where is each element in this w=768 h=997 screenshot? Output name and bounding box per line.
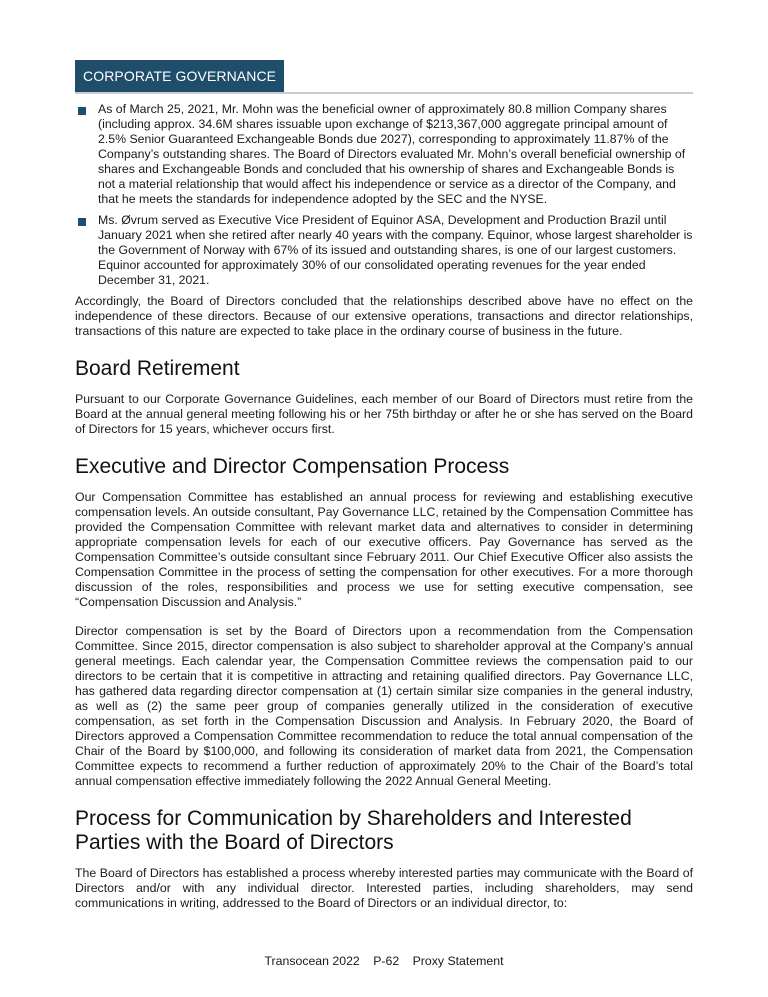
section-header xyxy=(75,60,693,94)
header-rule xyxy=(75,92,693,94)
page-body xyxy=(75,60,693,911)
footer-document-type: Proxy Statement xyxy=(412,954,504,968)
heading-communication-process: Process for Communication by Shareholders and Interested Parties with the Board of Directors xyxy=(75,807,632,854)
bullet-list xyxy=(75,102,693,288)
list-item xyxy=(75,213,693,288)
communication-paragraph: The Board of Directors has established a process whereby interested parties may communicate with the Board of Directors and/or with any individual director. Interested parties, including shareholders, may send communications in writing, addressed to the Board of Directors or an individual director, to: xyxy=(75,866,693,910)
conclusion-paragraph: Accordingly, the Board of Directors concluded that the relationships described above have no effect on the independence of these directors. Because of our extensive operations, transactions and director relationships, transactions of this nature are expected to take place in the ordinary course of business in the future. xyxy=(75,294,693,338)
heading-compensation-process: Executive and Director Compensation Process xyxy=(75,455,510,478)
footer-company-year: Transocean 2022 xyxy=(264,954,360,968)
square-bullet-icon xyxy=(78,218,86,226)
list-item xyxy=(75,102,693,207)
section-tag: CORPORATE GOVERNANCE xyxy=(75,60,284,92)
compensation-paragraph-2: Director compensation is set by the Board of Directors upon a recommendation from the Compensation Committee. Since 2015, director compensation is also subject to shareholder approval at the Company’s annual general meetings. Each calendar year, the Compensation Committee reviews the compensation paid to our directors to be certain that it is competitive in attracting and retaining qualified directors. Pay Governance LLC, has gathered data regarding director compensation at (1) certain similar size companies in the general industry, as well as (2) the same peer group of companies generally utilized in the consideration of executive compensation, as set forth in the Compensation Discussion and Analysis. In February 2020, the Board of Directors approved a Compensation Committee recommendation to reduce the total annual compensation of the Chair of the Board by $100,000, and following its consideration of market data from 2021, the Compensation Committee expects to recommend a further reduction of approximately 20% to the Chair of the Board’s total annual compensation effective immediately following the 2022 Annual General Meeting. xyxy=(75,624,693,788)
bullet-text: As of March 25, 2021, Mr. Mohn was the beneficial owner of approximately 80.8 million Company shares (including approx. 34.6M shares issuable upon exchange of $213,367,000 aggregate principal amount of 2.5% Senior Guaranteed Exchangeable Bonds due 2027), corresponding to approximately 11.87% of the Company’s outstanding shares. The Board of Directors evaluated Mr. Mohn’s overall beneficial ownership of shares and Exchangeable Bonds and concluded that his ownership of shares and Exchangeable Bonds is not a material relationship that would affect his independence or service as a director of the Company, and that he meets the standards for independence adopted by the SEC and the NYSE. xyxy=(98,102,686,206)
footer-page-number: P-62 xyxy=(373,954,400,968)
square-bullet-icon xyxy=(78,107,86,115)
bullet-text: Ms. Øvrum served as Executive Vice President of Equinor ASA, Development and Production Brazil until January 2021 when she retired after nearly 40 years with the company. Equinor, whose largest shareholder is the Government of Norway with 67% of its issued and outstanding shares, is one of our largest customers. Equinor accounted for approximately 30% of our consolidated operating revenues for the year ended December 31, 2021. xyxy=(98,213,693,287)
compensation-paragraph-1: Our Compensation Committee has established an annual process for reviewing and establishing executive compensation levels. An outside consultant, Pay Governance LLC, retained by the Compensation Committee has provided the Compensation Committee with relevant market data and alternatives to consider in determining appropriate compensation levels for each of our executive officers. Pay Governance has served as the Compensation Committee’s outside consultant since February 2011. Our Chief Executive Officer also assists the Compensation Committee in the process of setting the compensation for other executives. For a more thorough discussion of the roles, responsibilities and process we use for setting executive compensation, see “Compensation Discussion and Analysis.” xyxy=(75,490,693,609)
board-retirement-paragraph: Pursuant to our Corporate Governance Guidelines, each member of our Board of Directors must retire from the Board at the annual general meeting following his or her 75th birthday or after he or she has served on the Board of Directors for 15 years, whichever occurs first. xyxy=(75,392,693,436)
page-footer xyxy=(0,954,768,968)
heading-board-retirement: Board Retirement xyxy=(75,357,240,380)
